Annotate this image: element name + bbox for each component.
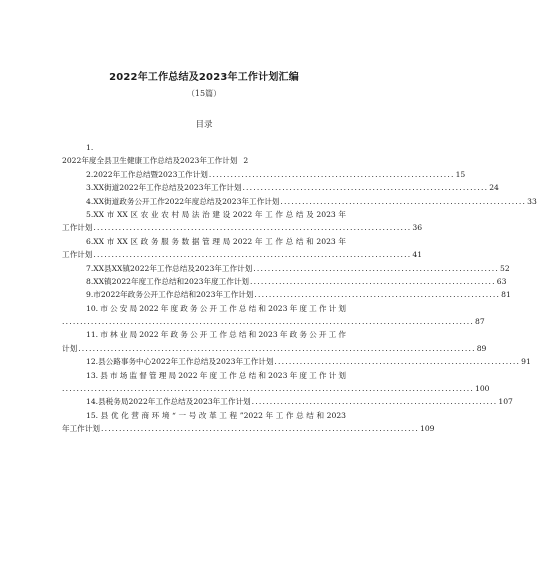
- dot-leader: ..............................................................................................................: [78, 343, 476, 353]
- dot-leader: ....................................................................: [208, 169, 455, 179]
- toc-entry-11-line2[interactable]: [62, 342, 487, 355]
- toc-entry-text: 12.县公路事务中心2022年工作总结及2023年工作计划: [86, 357, 274, 367]
- toc-entry-page: 24: [489, 183, 499, 193]
- toc-entry-7[interactable]: [62, 262, 510, 275]
- toc-entry-page: 100: [474, 384, 490, 394]
- toc-entry-13-line2[interactable]: [62, 382, 490, 395]
- toc-entry-page: 15: [455, 169, 466, 179]
- toc-entry-text: 5.XX市XX区农业农村局法治建设2022年工作总结及2023年: [86, 209, 346, 219]
- toc-entry-1-line2[interactable]: [62, 154, 346, 167]
- toc-entry-2[interactable]: [62, 168, 466, 181]
- dot-leader: ....................................................................: [251, 397, 498, 407]
- toc-entry-page: 89: [476, 343, 487, 353]
- toc-entry-text: 10.市公安局2022年度政务公开工作总结和2023年度工作计划: [86, 303, 346, 313]
- dot-leader: ....................................................................: [253, 263, 499, 273]
- dot-leader: ..................................................................................................................: [62, 317, 474, 327]
- toc-entry-page: 87: [474, 317, 485, 327]
- toc-entry-text: 6.XX市XX区政务服务数据管理局2022年工作总结和2023年: [86, 236, 346, 246]
- toc-entry-6-line1[interactable]: [62, 235, 346, 248]
- toc-entry-text: 年工作计划: [62, 424, 100, 434]
- document-subtitle: （15篇）: [186, 89, 222, 98]
- toc-entry-12[interactable]: [62, 355, 531, 368]
- dot-leader: ....................................................................: [274, 357, 521, 367]
- toc-entry-page: 63: [496, 276, 507, 286]
- toc-entry-text: 计划: [62, 343, 78, 353]
- toc-entry-10-line1[interactable]: [62, 302, 346, 315]
- toc-entry-4[interactable]: [62, 195, 537, 208]
- toc-entry-5-line2[interactable]: [62, 221, 423, 234]
- toc-entry-page: 109: [420, 424, 435, 434]
- toc-entry-5-line1[interactable]: [62, 208, 346, 221]
- toc-entry-text: 3.XX街道2022年工作总结及2023年工作计划: [86, 183, 242, 193]
- toc-entry-text: 7.XX县XX镇2022年工作总结及2023年工作计划: [86, 263, 253, 273]
- toc-entry-6-line2[interactable]: [62, 248, 423, 261]
- toc-entry-13-line1[interactable]: [62, 369, 346, 382]
- dot-leader: ....................................................................: [242, 183, 489, 193]
- toc-entry-text: 14.县税务局2022年工作总结及2023年工作计划: [86, 397, 251, 407]
- toc-entry-14[interactable]: [62, 395, 513, 408]
- toc-entry-8[interactable]: [62, 275, 507, 288]
- toc-entry-text: 4.XX街道政务公开工作2022年度总结及2023年工作计划: [86, 196, 280, 206]
- dot-leader: ........................................................................................: [100, 424, 419, 434]
- toc-entry-9[interactable]: [62, 288, 511, 301]
- toc-entry-page: 2: [243, 156, 249, 166]
- toc-entry-page: 81: [501, 290, 511, 300]
- dot-leader: ........................................................................................: [93, 250, 412, 260]
- dot-leader: ....................................................................: [254, 290, 501, 300]
- toc-entry-15-line1[interactable]: [62, 409, 346, 422]
- toc-entry-text: 1.: [86, 143, 94, 152]
- toc-entry-page: 52: [500, 263, 510, 273]
- toc-entry-text: 11.市林业局2022年政务公开工作总结和2023年政务公开工作: [86, 330, 346, 340]
- toc-entry-text: 工作计划: [62, 250, 93, 260]
- toc-entry-11-line1[interactable]: [62, 328, 346, 341]
- toc-entry-text: 8.XX镇2022年度工作总结和2023年度工作计划: [86, 276, 250, 286]
- toc-entry-text: 9.市2022年政务公开工作总结和2023年工作计划: [86, 290, 254, 300]
- document-title: 2022年工作总结及2023年工作计划汇编: [109, 72, 299, 83]
- toc-entry-page: 91: [521, 357, 531, 367]
- toc-entry-page: 36: [412, 223, 423, 233]
- table-of-contents: [62, 141, 537, 436]
- dot-leader: ....................................................................: [280, 196, 527, 206]
- toc-entry-text: 工作计划: [62, 223, 93, 233]
- toc-entry-15-line2[interactable]: [62, 422, 435, 435]
- toc-entry-3[interactable]: [62, 181, 499, 194]
- toc-heading: 目录: [195, 120, 213, 130]
- toc-entry-10-line2[interactable]: [62, 315, 485, 328]
- toc-entry-page: 107: [498, 397, 513, 407]
- toc-entry-text: 15.县优化营商环境“一号改革工程”2022年工作总结和2023: [86, 410, 346, 420]
- toc-entry-page: 33: [527, 196, 537, 206]
- toc-entry-text: 2.2022年工作总结暨2023工作计划: [86, 169, 208, 179]
- toc-entry-1-line1[interactable]: [62, 141, 346, 154]
- dot-leader: ....................................................................: [250, 276, 496, 286]
- toc-entry-page: 41: [412, 250, 423, 260]
- dot-leader: ..................................................................................................................: [62, 384, 474, 394]
- toc-entry-text: 13.县市场监督管理局2022年度工作总结和2023年度工作计划: [86, 370, 346, 380]
- toc-entry-text: 2022年度全县卫生健康工作总结及2023年工作计划: [62, 156, 238, 166]
- dot-leader: ........................................................................................: [93, 223, 412, 233]
